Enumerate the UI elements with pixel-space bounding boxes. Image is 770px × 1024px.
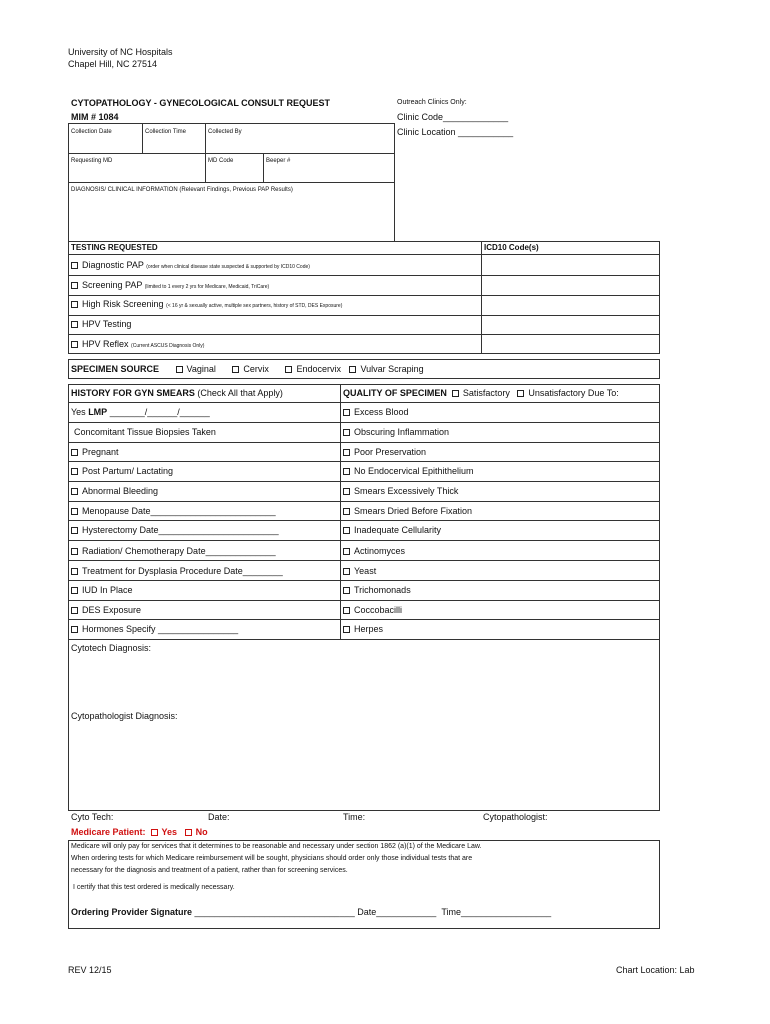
diagnosis-clinical-field[interactable]: DIAGNOSIS/ CLINICAL INFORMATION (Relevant Findings, Previous PAP Results) xyxy=(71,187,293,193)
checkbox[interactable] xyxy=(343,429,350,436)
checkbox[interactable] xyxy=(343,548,350,555)
checkbox[interactable] xyxy=(343,568,350,575)
checkbox[interactable] xyxy=(343,527,350,534)
quality-inadequate-cellularity[interactable]: Inadequate Cellularity xyxy=(343,525,441,535)
checkbox-medicare-yes[interactable] xyxy=(151,829,158,836)
collected-by-field[interactable]: Collected By xyxy=(208,129,242,135)
quality-smears-dried[interactable]: Smears Dried Before Fixation xyxy=(343,506,472,516)
checkbox[interactable] xyxy=(343,587,350,594)
quality-actinomyces[interactable]: Actinomyces xyxy=(343,546,405,556)
checkbox-cervix[interactable] xyxy=(232,366,239,373)
medical-necessity-certification: I certify that this test ordered is medically necessary. xyxy=(73,884,235,891)
beeper-field[interactable]: Beeper # xyxy=(266,158,291,164)
ordering-provider-signature-row[interactable]: Ordering Provider Signature ________________________________ Date____________ Time__________________ xyxy=(71,907,552,917)
checkbox-vulvar-scraping[interactable] xyxy=(349,366,356,373)
checkbox[interactable] xyxy=(71,468,78,475)
history-dysplasia-treatment[interactable]: Treatment for Dysplasia Procedure Date________ xyxy=(71,566,283,576)
checkbox-satisfactory[interactable] xyxy=(452,390,459,397)
checkbox[interactable] xyxy=(343,409,350,416)
checkbox[interactable] xyxy=(343,449,350,456)
chart-location-label: Chart Location: Lab xyxy=(616,965,695,975)
medicare-patient-label: Medicare Patient: xyxy=(71,827,146,837)
form-title: CYTOPATHOLOGY - GYNECOLOGICAL CONSULT REQUEST xyxy=(71,98,331,108)
history-post-partum[interactable]: Post Partum/ Lactating xyxy=(71,466,173,476)
test-hpv-testing[interactable]: HPV Testing xyxy=(71,319,131,329)
cytopathologist-diagnosis-field[interactable]: Cytopathologist Diagnosis: xyxy=(71,711,178,721)
md-code-field[interactable]: MD Code xyxy=(208,158,234,164)
testing-heading: TESTING REQUESTED xyxy=(71,243,158,252)
cyto-tech-field[interactable]: Cyto Tech: xyxy=(71,812,114,822)
checkbox[interactable] xyxy=(343,488,350,495)
quality-smears-thick[interactable]: Smears Excessively Thick xyxy=(343,486,458,496)
specimen-source-row: SPECIMEN SOURCE Vaginal Cervix Endocervix Vulvar Scraping xyxy=(71,364,424,374)
checkbox[interactable] xyxy=(343,626,350,633)
checkbox-endocervix[interactable] xyxy=(285,366,292,373)
cytotech-diagnosis-field[interactable]: Cytotech Diagnosis: xyxy=(71,643,152,653)
history-hysterectomy[interactable]: Hysterectomy Date________________________ xyxy=(71,525,279,535)
org-name: University of NC Hospitals xyxy=(68,47,173,57)
history-abnormal-bleeding[interactable]: Abnormal Bleeding xyxy=(71,486,158,496)
quality-herpes[interactable]: Herpes xyxy=(343,624,383,634)
specimen-source-heading: SPECIMEN SOURCE xyxy=(71,364,160,374)
test-screening-pap[interactable]: Screening PAP (limited to 1 every 2 yrs for Medicare, Medicaid, TriCare) xyxy=(71,280,269,290)
medicare-patient-row: Medicare Patient: Yes No xyxy=(71,827,208,837)
clinic-code-field[interactable]: Clinic Code_____________ xyxy=(397,112,509,122)
quality-obscuring-inflammation[interactable]: Obscuring Inflammation xyxy=(343,427,449,437)
history-pregnant[interactable]: Pregnant xyxy=(71,447,119,457)
checkbox-medicare-no[interactable] xyxy=(185,829,192,836)
checkbox-vaginal[interactable] xyxy=(176,366,183,373)
lmp-field[interactable]: Yes LMP _______/______/______ xyxy=(71,407,210,417)
revision-label: REV 12/15 xyxy=(68,965,112,975)
checkbox[interactable] xyxy=(343,468,350,475)
medicare-notice-line2: When ordering tests for which Medicare reimbursement will be sought, physicians should order only those individual tests that are xyxy=(71,855,473,862)
cytopathologist-field[interactable]: Cytopathologist: xyxy=(483,812,548,822)
history-des-exposure[interactable]: DES Exposure xyxy=(71,605,141,615)
quality-heading-row: QUALITY OF SPECIMEN Satisfactory Unsatisfactory Due To: xyxy=(343,388,619,398)
medicare-notice-line1: Medicare will only pay for services that it determines to be reasonable and necessary under section 1862 (a)(1) of the Medicare Law. xyxy=(71,843,482,850)
checkbox[interactable] xyxy=(71,341,78,348)
history-radiation[interactable]: Radiation/ Chemotherapy Date______________ xyxy=(71,546,276,556)
concomitant-biopsies-field[interactable]: Concomitant Tissue Biopsies Taken xyxy=(74,427,216,437)
checkbox[interactable] xyxy=(71,607,78,614)
checkbox[interactable] xyxy=(71,587,78,594)
checkbox[interactable] xyxy=(71,508,78,515)
history-heading: HISTORY FOR GYN SMEARS (Check All that Apply) xyxy=(71,388,283,398)
checkbox[interactable] xyxy=(71,626,78,633)
icd10-heading: ICD10 Code(s) xyxy=(484,243,539,252)
checkbox[interactable] xyxy=(71,282,78,289)
checkbox[interactable] xyxy=(71,568,78,575)
checkbox[interactable] xyxy=(71,527,78,534)
quality-yeast[interactable]: Yeast xyxy=(343,566,376,576)
checkbox-unsatisfactory[interactable] xyxy=(517,390,524,397)
test-diagnostic-pap[interactable]: Diagnostic PAP (order when clinical disease state suspected & supported by ICD10 Code) xyxy=(71,260,310,270)
history-iud[interactable]: IUD In Place xyxy=(71,585,133,595)
clinic-location-field[interactable]: Clinic Location ___________ xyxy=(397,127,514,137)
quality-excess-blood[interactable]: Excess Blood xyxy=(343,407,409,417)
checkbox[interactable] xyxy=(71,321,78,328)
quality-trichomonads[interactable]: Trichomonads xyxy=(343,585,411,595)
quality-coccobacilli[interactable]: Coccobacilli xyxy=(343,605,402,615)
checkbox[interactable] xyxy=(71,488,78,495)
history-hormones[interactable]: Hormones Specify ________________ xyxy=(71,624,238,634)
mim-number: MIM # 1084 xyxy=(71,112,119,122)
checkbox[interactable] xyxy=(343,607,350,614)
collection-time-field[interactable]: Collection Time xyxy=(145,129,187,135)
checkbox[interactable] xyxy=(343,508,350,515)
checkbox[interactable] xyxy=(71,449,78,456)
checkbox[interactable] xyxy=(71,262,78,269)
history-menopause[interactable]: Menopause Date_________________________ xyxy=(71,506,276,516)
test-hpv-reflex[interactable]: HPV Reflex (Current ASCUS Diagnosis Only) xyxy=(71,339,204,349)
checkbox[interactable] xyxy=(71,548,78,555)
quality-poor-preservation[interactable]: Poor Preservation xyxy=(343,447,426,457)
org-address: Chapel Hill, NC 27514 xyxy=(68,59,158,69)
test-high-risk-screening[interactable]: High Risk Screening (< 16 yr & sexually active, multiple sex partners, history of STD, DES Exposure) xyxy=(71,299,342,309)
signoff-date-field[interactable]: Date: xyxy=(208,812,230,822)
checkbox[interactable] xyxy=(71,301,78,308)
quality-no-endocervical[interactable]: No Endocervical Epithithelium xyxy=(343,466,474,476)
outreach-heading: Outreach Clinics Only: xyxy=(397,99,467,106)
collection-date-field[interactable]: Collection Date xyxy=(71,129,112,135)
requesting-md-field[interactable]: Requesting MD xyxy=(71,158,113,164)
signoff-time-field[interactable]: Time: xyxy=(343,812,366,822)
quality-heading: QUALITY OF SPECIMEN xyxy=(343,388,447,398)
medicare-notice-line3: necessary for the diagnosis and treatment of a patient, rather than for screening services. xyxy=(71,867,348,874)
